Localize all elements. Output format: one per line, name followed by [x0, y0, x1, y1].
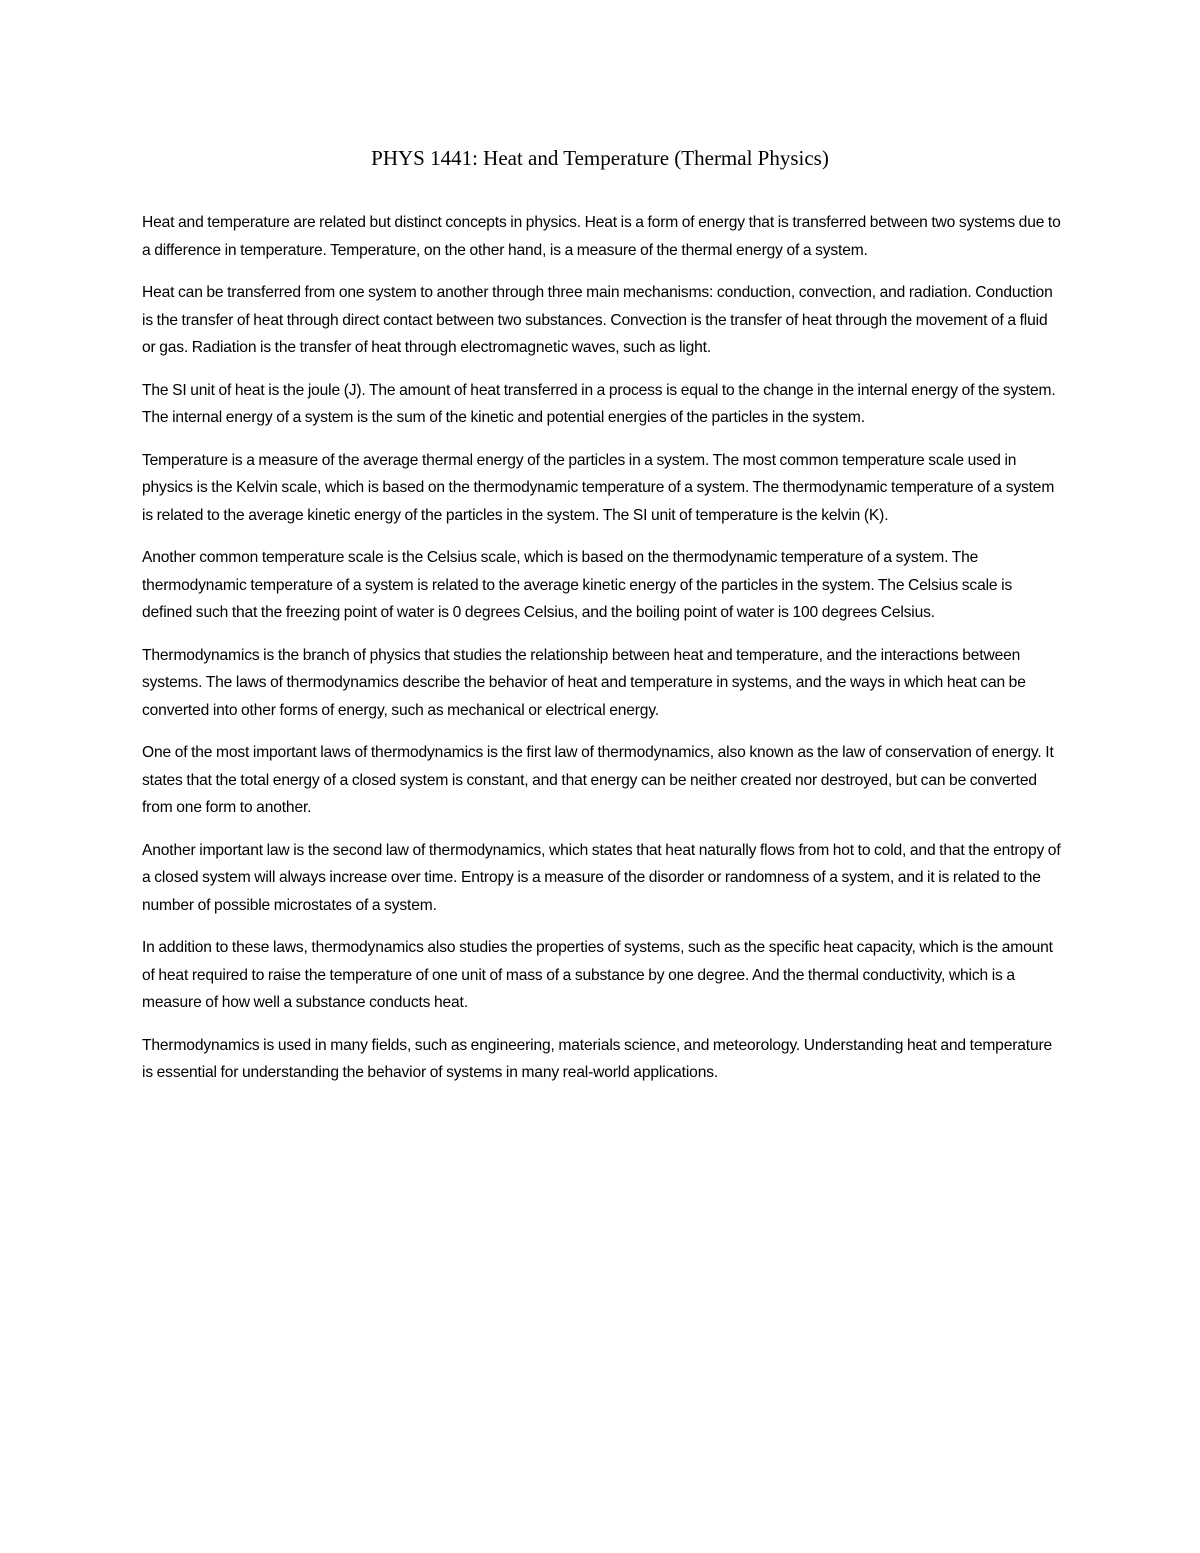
paragraph-first-law: One of the most important laws of thermodynamics is the first law of thermodynamics, also known as the law of conservation of energy. It states that the total energy of a closed system is constant, and that energy can be neither created nor destroyed, but can be converted from one form to another. [142, 744, 1054, 816]
paragraph-heat-transfer-mechanisms: Heat can be transferred from one system to another through three main mechanisms: conduction, convection, and radiation. Conduction is the transfer of heat through direct contact between two substances. Convection is the transfer of heat through the movement of a fluid or gas. Radiation is the transfer of heat through electromagnetic waves, such as light. [142, 284, 1053, 356]
paragraph-system-properties: In addition to these laws, thermodynamics also studies the properties of systems, such as the specific heat capacity, which is the amount of heat required to raise the temperature of one unit of mass of a substance by one degree. And the thermal conductivity, which is a measure of how well a substance conducts heat. [142, 939, 1053, 1011]
paragraph-applications: Thermodynamics is used in many fields, such as engineering, materials science, and meteorology. Understanding heat and temperature is essential for understanding the behavior of systems in many real-world applications. [142, 1036, 1053, 1081]
paragraph-heat-vs-temperature: Heat and temperature are related but distinct concepts in physics. Heat is a form of energy that is transferred between two systems due to a difference in temperature. Temperature, on the other hand, is a measure of the thermal energy of a system. [142, 214, 1061, 259]
document-body [142, 209, 1064, 1102]
paragraph-si-unit-of-heat: The SI unit of heat is the joule (J). The amount of heat transferred in a process is equal to the change in the internal energy of the system. The internal energy of a system is the sum of the kinetic and potential energies of the particles in the system. [142, 381, 1056, 426]
paragraph-thermodynamics-definition: Thermodynamics is the branch of physics that studies the relationship between heat and temperature, and the interactions between systems. The laws of thermodynamics describe the behavior of heat and temperature in systems, and the ways in which heat can be converted into other forms of energy, such as mechanical or electrical energy. [142, 646, 1026, 719]
paragraph-celsius-scale: Another common temperature scale is the Celsius scale, which is based on the thermodynamic temperature of a system. The thermodynamic temperature of a system is related to the average kinetic energy of the particles in the system. The Celsius scale is defined such that the freezing point of water is 0 degrees Celsius, and the boiling point of water is 100 degrees Celsius. [142, 549, 1013, 621]
paragraph-kelvin-scale: Temperature is a measure of the average thermal energy of the particles in a system. The most common temperature scale used in physics is the Kelvin scale, which is based on the thermodynamic temperature of a system. The thermodynamic temperature of a system is related to the average kinetic energy of the particles in the system. The SI unit of temperature is the kelvin (K). [142, 451, 1055, 524]
paragraph-second-law: Another important law is the second law of thermodynamics, which states that heat naturally flows from hot to cold, and that the entropy of a closed system will always increase over time. Entropy is a measure of the disorder or randomness of a system, and it is related to the number of possible microstates of a system. [142, 841, 1061, 914]
document-title: PHYS 1441: Heat and Temperature (Thermal Physics) [371, 146, 829, 170]
